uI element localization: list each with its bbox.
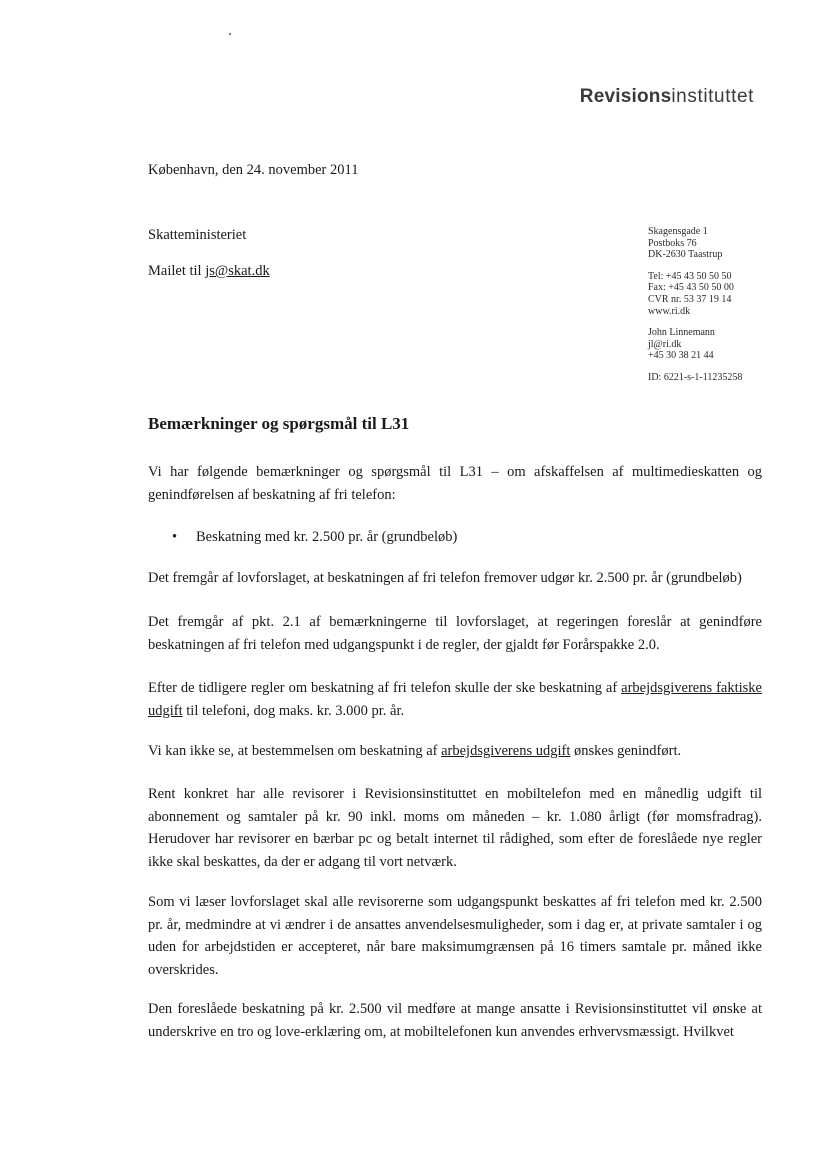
paragraph-7: Den foreslåede beskatning på kr. 2.500 vil medføre at mange ansatte i Revisionsinstituttet vil ønske at underskrive en tro og love-erklæring om, at mobiltelefonen kun anvendes erhvervsmæssigt. Hvilkvet: [148, 1001, 762, 1040]
paragraph-3: [148, 677, 762, 722]
mailed-prefix: Mailet til: [148, 263, 206, 279]
phone: Tel: +45 43 50 50 50: [648, 270, 732, 282]
address-line: Skagensgade 1: [648, 226, 708, 237]
bullet-text: Beskatning med kr. 2.500 pr. år (grundbeløb): [196, 529, 458, 545]
document-id: ID: 6221-s-1-11235258: [648, 371, 743, 383]
person-email[interactable]: jl@ri.dk: [648, 338, 682, 350]
p3-text-before: Efter de tidligere regler om beskatning af fri telefon skulle der ske beskatning af: [148, 680, 622, 696]
paragraph-5: Rent konkret har alle revisorer i Revisionsinstituttet en mobiltelefon med en månedlig udgift til abonnement og samtaler på kr. 90 inkl. moms om måneden – kr. 1.080 årligt (før momsfradrag). Herudover har revisorer en bærbar pc og betalt internet til rådighed, som efter de foreslåede nye regler ikke skal beskattes, da der er adgang til vort netværk.: [148, 786, 762, 870]
address-line: Postboks 76: [648, 237, 697, 249]
mailed-to-line: [148, 263, 270, 280]
p4-underlined: arbejdsgiverens udgift: [441, 743, 571, 759]
person-name: John Linnemann: [648, 327, 715, 339]
fax: Fax: +45 43 50 50 00: [648, 282, 734, 294]
p4-text-before: Vi kan ikke se, at bestemmelsen om beskatning af: [148, 743, 442, 759]
address-line: DK-2630 Taastrup: [648, 249, 723, 261]
scan-speck: [229, 33, 231, 35]
person-phone: +45 30 38 21 44: [648, 350, 714, 362]
sender-person: [648, 327, 798, 362]
paragraph-6: Som vi læser lovforslaget skal alle revisorerne som udgangspunkt beskattes af fri telefon med kr. 2.500 pr. år, medmindre at vi ændrer i de ansattes anvendelsesmuligheder, som i dag er, at private samtaler i og uden for arbejdstiden er accepteret, når bare maksimumgrænsen på 16 timers samtale pr. måned ikke overskrides.: [148, 894, 762, 978]
recipient-email-link[interactable]: js@skat.dk: [205, 263, 270, 279]
bullet-dot-icon: •: [172, 529, 178, 545]
recipient: Skatteministeriet: [148, 227, 247, 243]
logo-bold-part: Revisions: [579, 86, 672, 107]
letter-heading: Bemærkninger og spørgsmål til L31: [148, 414, 410, 433]
intro-paragraph: Vi har følgende bemærkninger og spørgsmål til L31 – om afskaffelsen af multimedieskatten og genindførelsen af beskatning af fri telefon:: [148, 464, 762, 503]
logo-light-part: instituttet: [671, 86, 754, 107]
paragraph-2: Det fremgår af pkt. 2.1 af bemærkningerne til lovforslaget, at regeringen foreslår at genindføre beskatningen af fri telefon med udgangspunkt i de regler, der gjaldt før Forårspakke 2.0.: [148, 614, 762, 653]
place-and-date: København, den 24. november 2011: [148, 162, 359, 178]
company-logo: [580, 86, 754, 108]
paragraph-1: Det fremgår af lovforslaget, at beskatningen af fri telefon fremover udgør kr. 2.500 pr. år (grundbeløb): [148, 570, 742, 586]
bullet-item: [172, 526, 457, 549]
sender-contact: [648, 271, 798, 317]
sender-address: [648, 226, 798, 261]
p3-underlined: arbejdsgiverens faktiske udgift: [148, 680, 762, 719]
p4-text-after: ønskes genindført.: [570, 743, 682, 759]
paragraph-4: [148, 740, 762, 763]
website-link[interactable]: www.ri.dk: [648, 305, 691, 317]
p3-text-after: til telefoni, dog maks. kr. 3.000 pr. år.: [182, 702, 405, 719]
sender-details: [648, 226, 798, 394]
cvr-number: CVR nr. 53 37 19 14: [648, 293, 732, 305]
